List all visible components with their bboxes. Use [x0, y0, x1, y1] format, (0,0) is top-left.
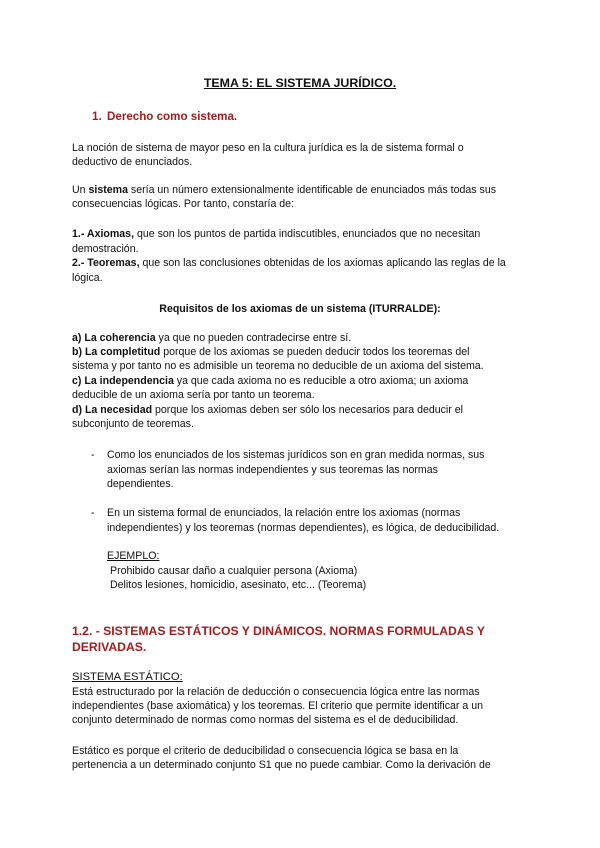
ejemplo-line-1: Prohibido causar daño a cualquier persona (Axioma)	[110, 565, 358, 577]
intro-line-2: deductivo de enunciados.	[72, 156, 193, 168]
section-1-number: 1.	[92, 110, 102, 123]
bullet-1-line-1: Como los enunciados de los sistemas jurídicos son en gran medida normas, sus	[107, 449, 485, 461]
sistema-term: sistema	[88, 184, 128, 196]
section-1-heading: Derecho como sistema.	[107, 110, 238, 123]
section-1-2-heading-line-1: 1.2. - SISTEMAS ESTÁTICOS Y DINÁMICOS. NORMAS FORMULADAS Y	[72, 624, 486, 638]
bullet-dash-1: -	[91, 449, 95, 461]
sistema-estatico-label: SISTEMA ESTÁTICO:	[72, 671, 183, 683]
requisito-completitud-cont: sistema y por tanto no es admisible un teorema no deducible de un axioma del sistema.	[72, 360, 484, 372]
item-axiomas-cont: demostración.	[72, 243, 139, 255]
item-teoremas-text: que son las conclusiones obtenidas de los axiomas aplicando las reglas de la	[139, 257, 506, 269]
requisito-completitud	[72, 345, 469, 359]
bullet-2-line-2: independientes) y los teoremas (normas dependientes), es lógica, de deducibilidad.	[107, 522, 500, 534]
requisito-coherencia-text: ya que no pueden contradecirse entre sí.	[155, 332, 352, 344]
sistema-pre: Un	[72, 184, 89, 196]
bullet-dash-2: -	[91, 507, 95, 519]
ejemplo-line-2: Delitos lesiones, homicidio, asesinato, etc... (Teorema)	[110, 579, 367, 591]
intro-line-1: La noción de sistema de mayor peso en la cultura jurídica es la de sistema formal o	[72, 142, 464, 154]
item-axiomas-text: que son los puntos de partida indiscutibles, enunciados que no necesitan	[134, 228, 481, 240]
ejemplo-label: EJEMPLO:	[107, 550, 160, 562]
requisito-necesidad-cont: subconjunto de teoremas.	[72, 418, 194, 430]
sistema-estatico-line-1: Está estructurado por la relación de deducción o consecuencia lógica entre las normas	[72, 686, 480, 698]
sistema-definition-line-2: consecuencias lógicas. Por tanto, constaría de:	[72, 198, 295, 210]
bullet-1-line-2: axiomas serían las normas independientes y sus teoremas las normas	[107, 464, 438, 476]
requisito-completitud-term: b) La completitud	[72, 346, 161, 358]
requisito-independencia-cont: deducible de un axioma sería por tanto un teorema.	[72, 389, 315, 401]
sistema-rest: sería un número extensionalmente identificable de enunciados más todas sus	[127, 184, 497, 196]
item-teoremas	[72, 256, 506, 270]
sistema-estatico-line-3: conjunto determinado de normas como normas del sistema es el de deducibilidad.	[72, 714, 459, 726]
section-1-2-heading-line-2: DERIVADAS.	[72, 640, 147, 654]
requisitos-heading: Requisitos de los axiomas de un sistema (ITURRALDE):	[159, 303, 441, 315]
bullet-1-line-3: dependientes.	[107, 478, 174, 490]
estatico-para-line-1: Estático es porque el criterio de deducibilidad o consecuencia lógica se basa en la	[72, 745, 459, 757]
bullet-2-line-1: En un sistema formal de enunciados, la relación entre los axiomas (normas	[107, 507, 461, 519]
requisito-necesidad	[72, 403, 463, 417]
requisito-coherencia-term: a) La coherencia	[72, 332, 156, 344]
item-axiomas-term: 1.- Axiomas,	[72, 228, 135, 240]
page-title: TEMA 5: EL SISTEMA JURÍDICO.	[203, 76, 397, 90]
requisito-completitud-text: porque de los axiomas se pueden deducir todos los teoremas del	[160, 346, 470, 358]
requisito-independencia-term: c) La independencia	[72, 375, 174, 387]
requisito-independencia	[72, 374, 468, 388]
requisito-necesidad-text: porque los axiomas deben ser sólo los necesarios para deducir el	[152, 404, 464, 416]
item-teoremas-term: 2.- Teoremas,	[72, 257, 140, 269]
item-axiomas	[72, 227, 480, 241]
requisito-necesidad-term: d) La necesidad	[72, 404, 153, 416]
requisito-coherencia	[72, 331, 351, 345]
item-teoremas-cont: lógica.	[72, 272, 103, 284]
sistema-estatico-line-2: independientes (base axiomática) y los teoremas. El criterio que permite identificar a un	[72, 700, 484, 712]
estatico-para-line-2: pertenencia a un determinado conjunto S1 que no puede cambiar. Como la derivación de	[72, 759, 491, 771]
sistema-definition-line-1	[72, 183, 496, 197]
requisito-independencia-text: ya que cada axioma no es reducible a otro axioma; un axioma	[173, 375, 469, 387]
